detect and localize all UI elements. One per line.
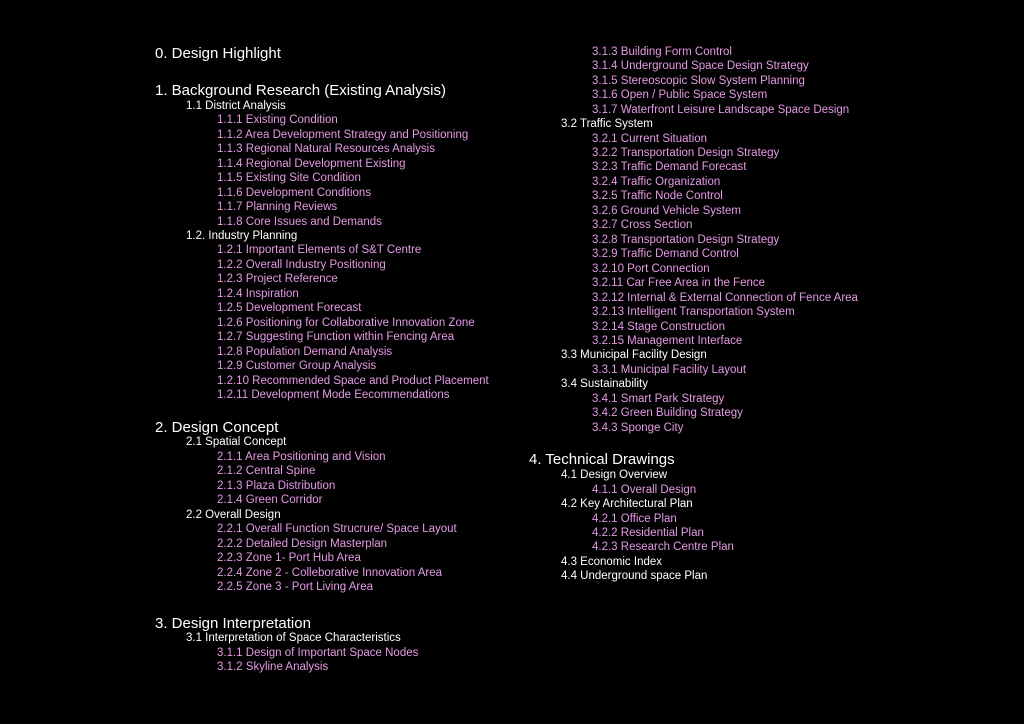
- toc-item: 3.4.3 Sponge City: [592, 421, 684, 434]
- toc-item: 4.2.1 Office Plan: [592, 512, 677, 525]
- toc-item: 1.1.8 Core Issues and Demands: [217, 215, 382, 228]
- toc-item: 1.2.10 Recommended Space and Product Placement: [217, 374, 489, 387]
- toc-item: 1.2.4 Inspiration: [217, 287, 299, 300]
- toc-item: 3.1.1 Design of Important Space Nodes: [217, 646, 419, 659]
- toc-item: 2.2.3 Zone 1- Port Hub Area: [217, 551, 361, 564]
- subsection-heading: 1.1 District Analysis: [186, 99, 286, 112]
- toc-item: 2.1.1 Area Positioning and Vision: [217, 450, 386, 463]
- subsection-heading: 3.2 Traffic System: [561, 117, 653, 130]
- toc-item: 1.2.2 Overall Industry Positioning: [217, 258, 386, 271]
- toc-item: 3.2.3 Traffic Demand Forecast: [592, 160, 747, 173]
- toc-item: 3.2.12 Internal & External Connection of Fence Area: [592, 291, 858, 304]
- toc-item: 1.2.1 Important Elements of S&T Centre: [217, 243, 422, 256]
- subsection-heading: 4.4 Underground space Plan: [561, 569, 708, 582]
- toc-item: 3.1.5 Stereoscopic Slow System Planning: [592, 74, 805, 87]
- toc-item: 2.2.1 Overall Function Strucrure/ Space Layout: [217, 522, 457, 535]
- toc-item: 2.2.5 Zone 3 - Port Living Area: [217, 580, 373, 593]
- toc-item: 3.2.8 Transportation Design Strategy: [592, 233, 780, 246]
- subsection-heading: 4.3 Economic Index: [561, 555, 663, 568]
- toc-item: 1.1.6 Development Conditions: [217, 186, 372, 199]
- toc-item: 1.1.3 Regional Natural Resources Analysis: [217, 142, 435, 155]
- section-heading: 2. Design Concept: [155, 418, 279, 436]
- toc-item: 3.2.5 Traffic Node Control: [592, 189, 723, 202]
- subsection-heading: 4.1 Design Overview: [561, 468, 668, 481]
- toc-item: 1.1.5 Existing Site Condition: [217, 171, 361, 184]
- section-heading: 4. Technical Drawings: [529, 450, 675, 468]
- toc-item: 2.1.4 Green Corridor: [217, 493, 323, 506]
- toc-item: 4.2.2 Residential Plan: [592, 526, 704, 539]
- subsection-heading: 2.2 Overall Design: [186, 508, 281, 521]
- toc-item: 1.2.3 Project Reference: [217, 272, 338, 285]
- toc-item: 3.2.1 Current Situation: [592, 132, 708, 145]
- subsection-heading: 3.1 Interpretation of Space Characteristics: [186, 631, 401, 644]
- toc-item: 3.2.14 Stage Construction: [592, 320, 725, 333]
- subsection-heading: 3.3 Municipal Facility Design: [561, 348, 707, 361]
- toc-item: 1.2.11 Development Mode Eecommendations: [217, 388, 450, 401]
- subsection-heading: 4.2 Key Architectural Plan: [561, 497, 693, 510]
- toc-item: 3.2.13 Intelligent Transportation System: [592, 305, 795, 318]
- toc-item: 3.4.2 Green Building Strategy: [592, 406, 743, 419]
- toc-item: 3.1.2 Skyline Analysis: [217, 660, 329, 673]
- section-heading: 1. Background Research (Existing Analysis): [155, 81, 446, 99]
- toc-item: 3.1.4 Underground Space Design Strategy: [592, 59, 809, 72]
- subsection-heading: 2.1 Spatial Concept: [186, 435, 287, 448]
- toc-item: 1.1.7 Planning Reviews: [217, 200, 338, 213]
- toc-item: 3.4.1 Smart Park Strategy: [592, 392, 725, 405]
- toc-item: 2.2.4 Zone 2 - Colleborative Innovation Area: [217, 566, 443, 579]
- toc-item: 3.2.11 Car Free Area in the Fence: [592, 276, 766, 289]
- toc-item: 1.1.4 Regional Development Existing: [217, 157, 406, 170]
- toc-item: 3.2.6 Ground Vehicle System: [592, 204, 741, 217]
- section-heading: 0. Design Highlight: [155, 44, 281, 62]
- section-heading: 3. Design Interpretation: [155, 614, 311, 632]
- toc-item: 4.1.1 Overall Design: [592, 483, 697, 496]
- toc-item: 3.2.7 Cross Section: [592, 218, 693, 231]
- toc-item: 1.2.6 Positioning for Collaborative Innovation Zone: [217, 316, 475, 329]
- subsection-heading: 3.4 Sustainability: [561, 377, 648, 390]
- toc-item: 3.1.3 Building Form Control: [592, 45, 732, 58]
- toc-item: 2.1.3 Plaza Distribution: [217, 479, 336, 492]
- toc-item: 3.2.2 Transportation Design Strategy: [592, 146, 780, 159]
- toc-item: 1.1.2 Area Development Strategy and Positioning: [217, 128, 469, 141]
- toc-item: 3.1.6 Open / Public Space System: [592, 88, 768, 101]
- toc-item: 3.3.1 Municipal Facility Layout: [592, 363, 747, 376]
- toc-item: 4.2.3 Research Centre Plan: [592, 540, 734, 553]
- toc-item: 3.2.4 Traffic Organization: [592, 175, 721, 188]
- toc-item: 3.1.7 Waterfront Leisure Landscape Space Design: [592, 103, 850, 116]
- toc-item: 1.2.8 Population Demand Analysis: [217, 345, 393, 358]
- toc-item: 3.2.15 Management Interface: [592, 334, 743, 347]
- toc-item: 1.2.9 Customer Group Analysis: [217, 359, 377, 372]
- subsection-heading: 1.2. Industry Planning: [186, 229, 298, 242]
- toc-item: 1.2.5 Development Forecast: [217, 301, 362, 314]
- toc-item: 3.2.10 Port Connection: [592, 262, 710, 275]
- toc-item: 1.1.1 Existing Condition: [217, 113, 338, 126]
- toc-item: 3.2.9 Traffic Demand Control: [592, 247, 739, 260]
- toc-item: 2.1.2 Central Spine: [217, 464, 316, 477]
- toc-item: 2.2.2 Detailed Design Masterplan: [217, 537, 388, 550]
- toc-item: 1.2.7 Suggesting Function within Fencing Area: [217, 330, 455, 343]
